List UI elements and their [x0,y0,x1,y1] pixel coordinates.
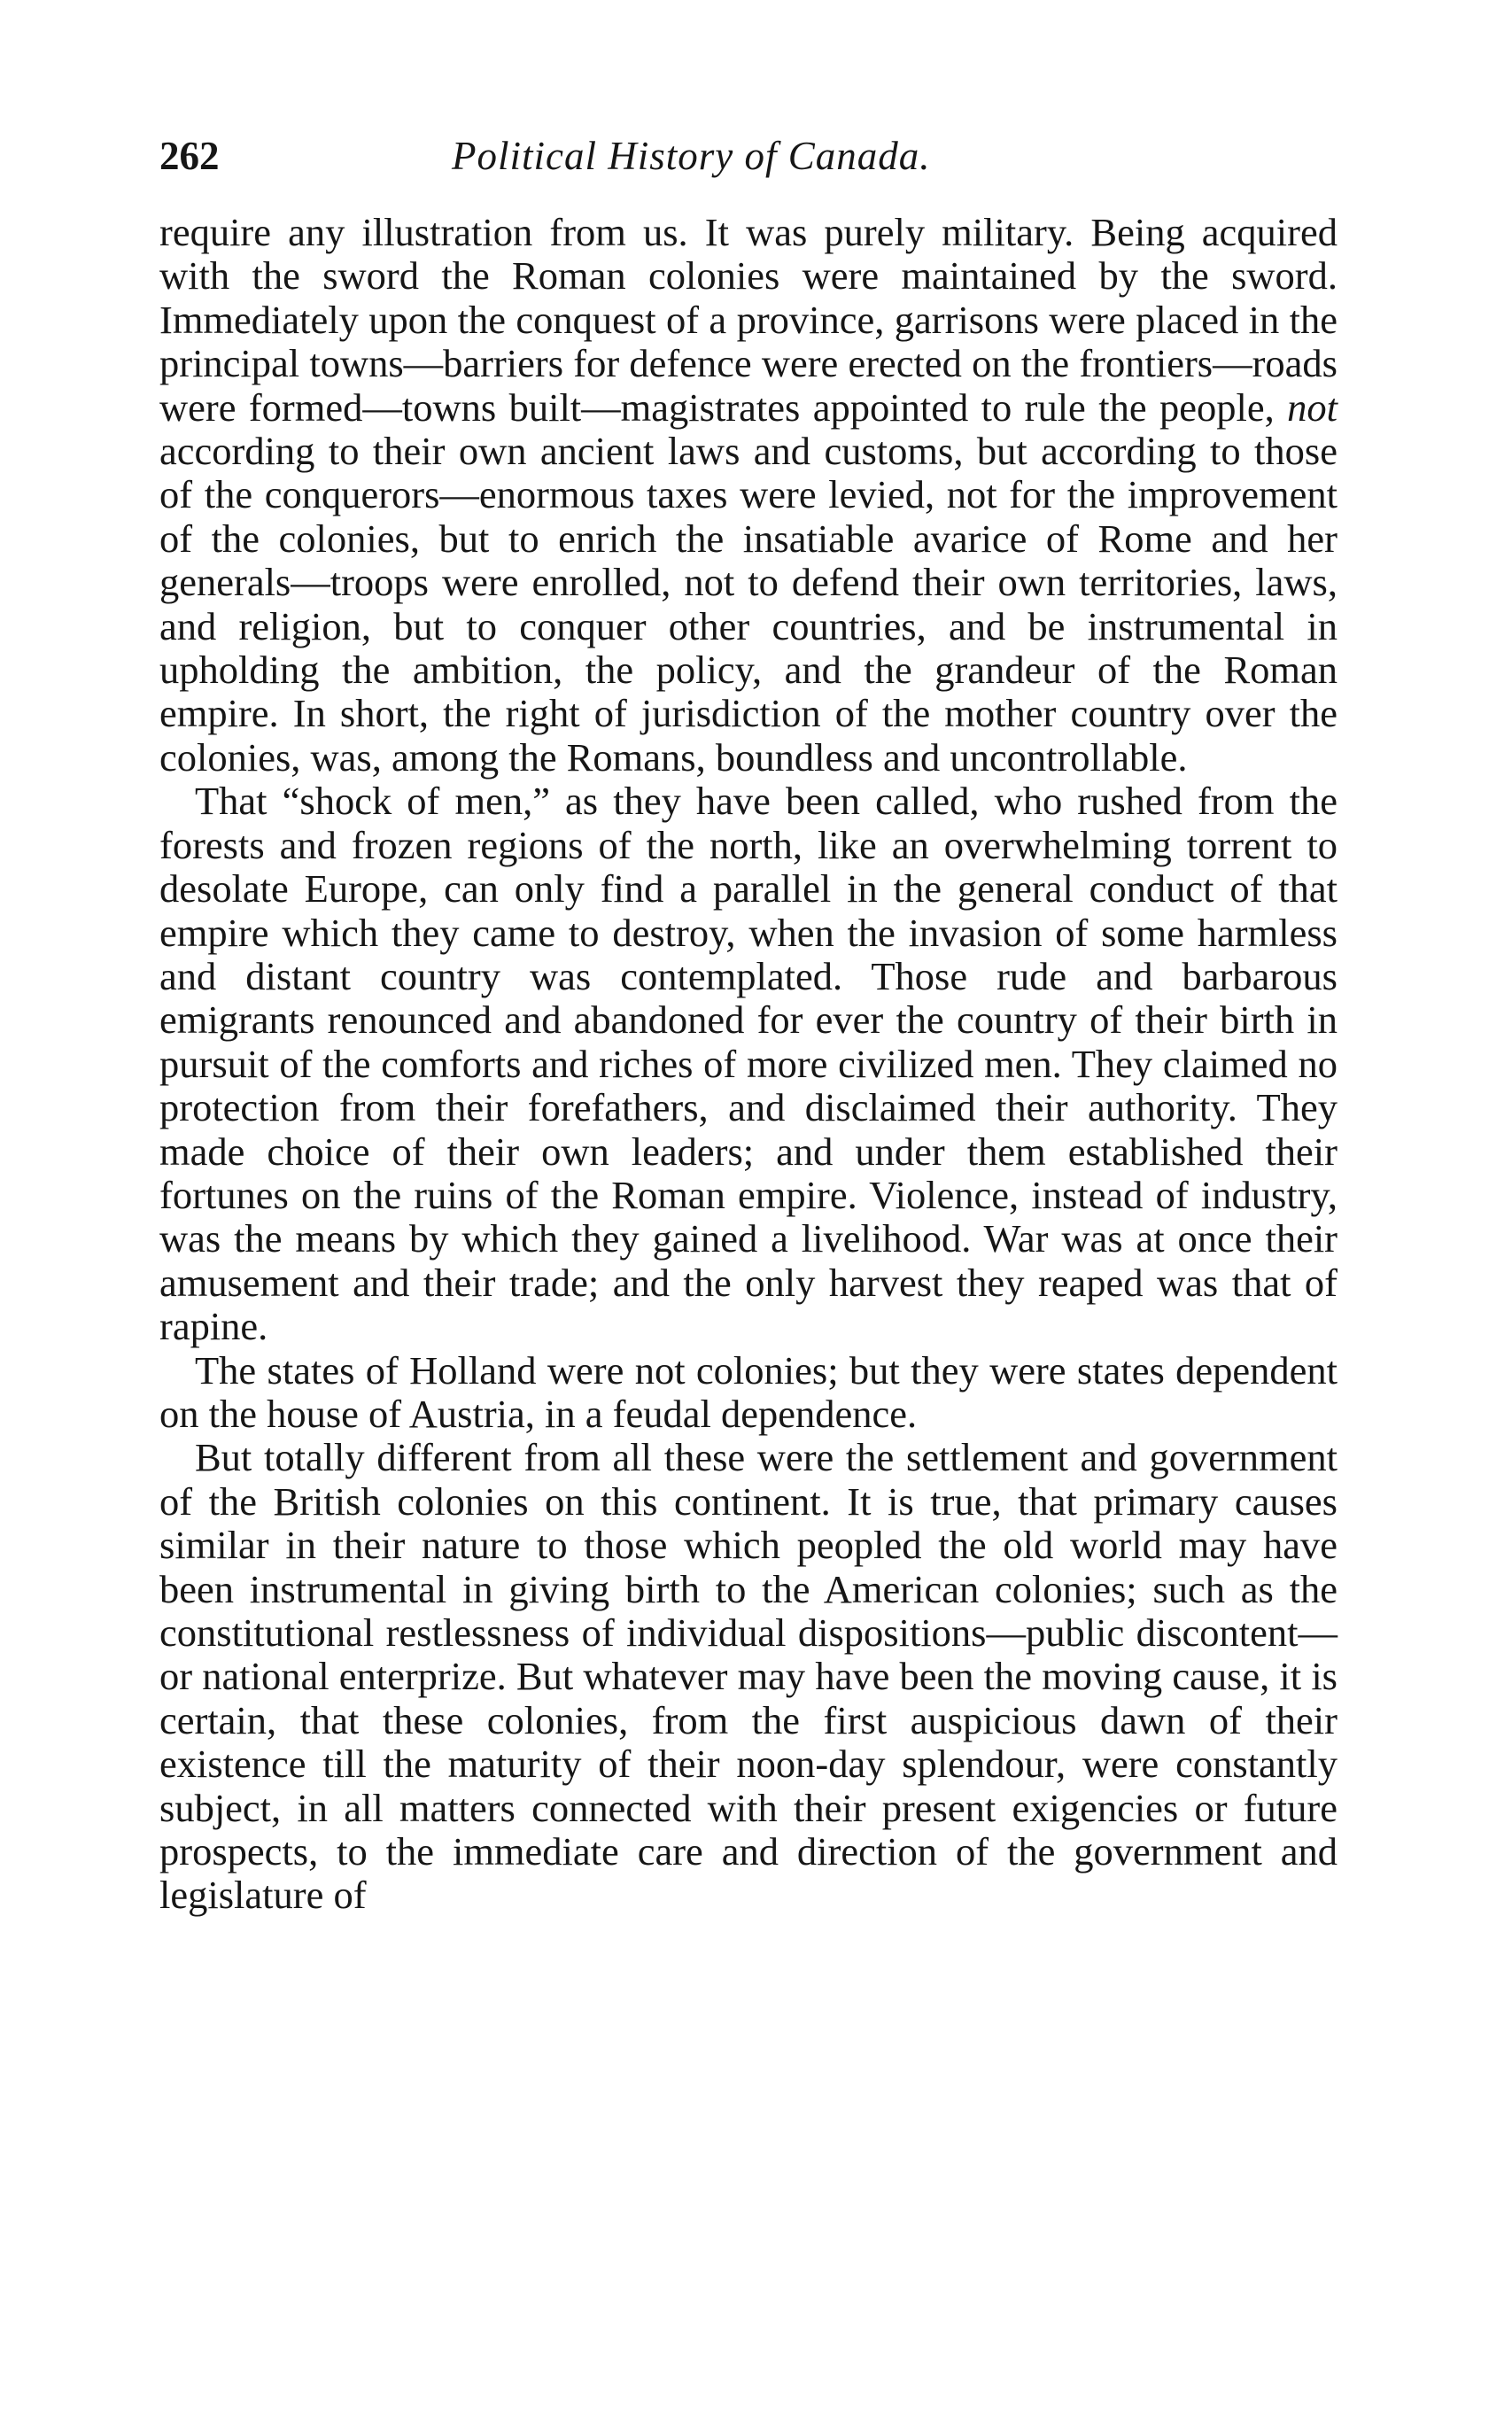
emphasized-word: not [1287,384,1338,430]
paragraph-text: according to their own ancient laws and customs, but according to those of the conquerors—enormous taxes were levied, not for the improvement of the colonies, but to enrich the insatiable avarice of Rome and her generals—troops were enrolled, not to defend their own territories, laws, and religion, but to conquer other countries, and be instrumental in upholding the ambition, the policy, and the grandeur of the Roman empire. In short, the right of jurisdiction of the mother country over the colonies, was, among the Romans, boundless and uncontrollable. [159,429,1338,780]
running-title: Political History of Canada. [452,134,931,178]
book-page [159,133,1338,1918]
paragraph-roman-colonies [159,211,1338,780]
paragraph-british-colonies: But totally different from all these were the settlement and government of the British colonies on this continent. It is true, that primary causes similar in their nature to those which peopled the old world may have been instrumental in giving birth to the American colonies; such as the constitutional restlessness of individual dispositions—public discontent—or national enterprize. But whatever may have been the moving cause, it is certain, that these colonies, from the first auspicious dawn of their existence till the maturity of their noon-day splendour, were constantly subject, in all matters connected with their present exigencies or future prospects, to the immediate care and direction of the government and legislature of [159,1435,1338,1918]
page-number: 262 [159,134,220,178]
running-header [159,133,1338,186]
paragraph-text: require any illustration from us. It was purely military. Being acquired with the sword the Roman colonies were maintained by the sword. Immediately upon the conquest of a province, garrisons were placed in the principal towns—barriers for defence were erected on the frontiers—roads were formed—towns built—magistrates appointed to rule the people, [159,210,1338,430]
paragraph-northern-invaders: That “shock of men,” as they have been called, who rushed from the forests and frozen regions of the north, like an overwhelming torrent to desolate Europe, can only find a parallel in the general conduct of that empire which they came to destroy, when the invasion of some harmless and distant country was contemplated. Those rude and barbarous emigrants renounced and abandoned for ever the country of their birth in pursuit of the comforts and riches of more civilized men. They claimed no protection from their forefathers, and disclaimed their authority. They made choice of their own leaders; and under them established their fortunes on the ruins of the Roman empire. Violence, instead of industry, was the means by which they gained a livelihood. War was at once their amusement and their trade; and the only harvest they reaped was that of rapine. [159,779,1338,1349]
paragraph-holland: The states of Holland were not colonies; but they were states dependent on the house of Austria, in a feudal dependence. [159,1347,1338,1436]
body-text [159,211,1338,1918]
